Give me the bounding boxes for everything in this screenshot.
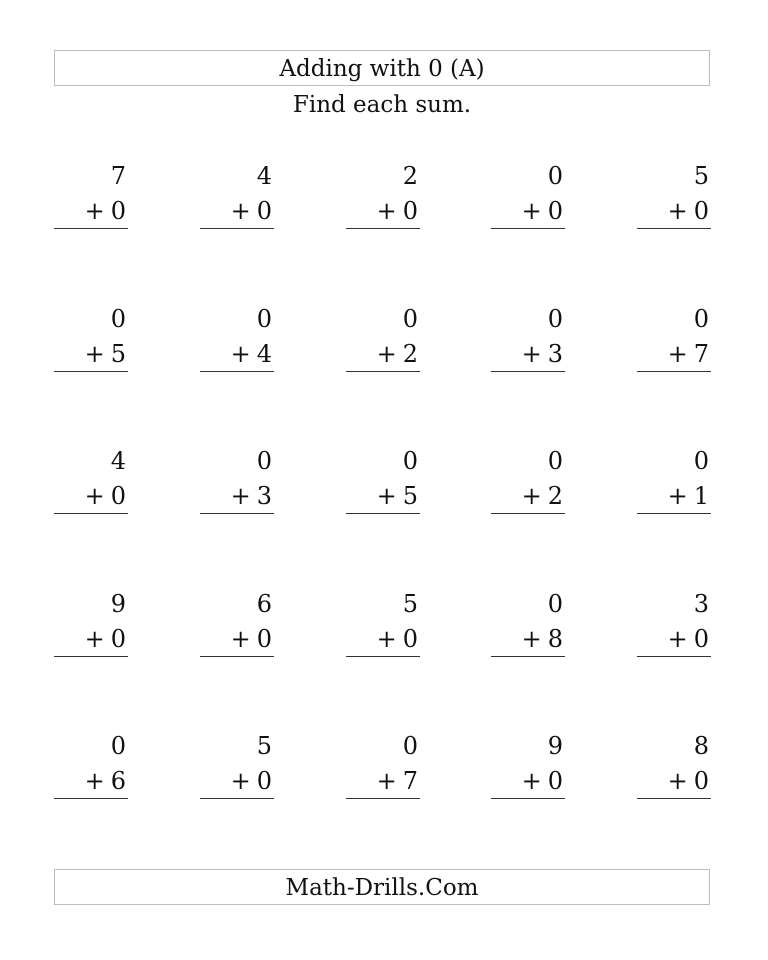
bottom-addend-line [377,482,418,510]
bottom-addend: 0 [110,625,126,653]
plus-sign: + [376,340,397,368]
bottom-addend-line [231,197,272,225]
plus-sign: + [521,482,542,510]
addition-problem [637,447,711,519]
top-addend: 2 [402,162,418,190]
bottom-addend-line [377,340,418,368]
answer-line [637,371,711,372]
bottom-addend: 3 [256,482,272,510]
plus-sign: + [376,197,397,225]
addition-problem [491,162,565,234]
answer-line [346,228,420,229]
addition-problem [200,305,274,377]
top-addend: 0 [547,305,563,333]
bottom-addend-line [377,625,418,653]
addition-problem [54,447,128,519]
plus-sign: + [521,767,542,795]
top-addend: 0 [110,305,126,333]
top-addend: 0 [256,447,272,475]
addition-problem [346,162,420,234]
addition-problem [54,590,128,662]
top-addend: 0 [110,732,126,760]
top-addend: 0 [547,447,563,475]
answer-line [637,228,711,229]
plus-sign: + [230,625,251,653]
plus-sign: + [84,625,105,653]
addition-problem [346,732,420,804]
plus-sign: + [667,340,688,368]
bottom-addend: 0 [110,482,126,510]
addition-problem [200,732,274,804]
top-addend: 4 [256,162,272,190]
answer-line [200,798,274,799]
top-addend: 0 [693,447,709,475]
top-addend: 0 [402,447,418,475]
bottom-addend: 4 [256,340,272,368]
answer-line [346,656,420,657]
plus-sign: + [376,767,397,795]
answer-line [200,371,274,372]
answer-line [54,371,128,372]
top-addend: 4 [110,447,126,475]
bottom-addend: 0 [693,625,709,653]
top-addend: 9 [547,732,563,760]
addition-problem [346,447,420,519]
plus-sign: + [84,482,105,510]
bottom-addend-line [668,197,709,225]
addition-problem [346,590,420,662]
worksheet-title: Adding with 0 (A) [54,50,710,86]
answer-line [346,371,420,372]
bottom-addend-line [522,197,563,225]
answer-line [491,656,565,657]
top-addend: 0 [547,162,563,190]
answer-line [200,656,274,657]
answer-line [200,513,274,514]
answer-line [637,656,711,657]
answer-line [491,798,565,799]
plus-sign: + [230,197,251,225]
worksheet-instructions: Find each sum. [292,92,472,118]
top-addend: 5 [693,162,709,190]
plus-sign: + [84,340,105,368]
answer-line [54,798,128,799]
plus-sign: + [84,197,105,225]
bottom-addend: 2 [547,482,563,510]
bottom-addend-line [668,767,709,795]
addition-problem [637,305,711,377]
bottom-addend-line [85,197,126,225]
bottom-addend: 0 [402,625,418,653]
bottom-addend: 7 [402,767,418,795]
bottom-addend-line [231,625,272,653]
answer-line [491,513,565,514]
plus-sign: + [376,625,397,653]
top-addend: 0 [693,305,709,333]
plus-sign: + [230,482,251,510]
bottom-addend-line [668,340,709,368]
addition-problem [200,162,274,234]
answer-line [637,798,711,799]
plus-sign: + [230,340,251,368]
top-addend: 5 [256,732,272,760]
plus-sign: + [230,767,251,795]
bottom-addend-line [377,767,418,795]
bottom-addend-line [85,340,126,368]
answer-line [491,228,565,229]
answer-line [491,371,565,372]
bottom-addend-line [522,767,563,795]
bottom-addend: 0 [693,767,709,795]
bottom-addend-line [522,625,563,653]
plus-sign: + [376,482,397,510]
top-addend: 9 [110,590,126,618]
bottom-addend: 7 [693,340,709,368]
plus-sign: + [521,197,542,225]
addition-problem [54,732,128,804]
bottom-addend-line [231,482,272,510]
bottom-addend: 6 [110,767,126,795]
addition-problem [346,305,420,377]
top-addend: 7 [110,162,126,190]
top-addend: 0 [402,732,418,760]
bottom-addend-line [377,197,418,225]
bottom-addend: 8 [547,625,563,653]
answer-line [346,798,420,799]
plus-sign: + [521,625,542,653]
addition-problem [200,590,274,662]
addition-problem [54,305,128,377]
top-addend: 6 [256,590,272,618]
answer-line [54,228,128,229]
addition-problem [54,162,128,234]
bottom-addend-line [668,625,709,653]
answer-line [54,656,128,657]
top-addend: 0 [256,305,272,333]
top-addend: 0 [547,590,563,618]
bottom-addend: 0 [110,197,126,225]
bottom-addend-line [85,625,126,653]
addition-problem [637,162,711,234]
bottom-addend: 5 [110,340,126,368]
bottom-addend: 1 [693,482,709,510]
plus-sign: + [667,482,688,510]
answer-line [54,513,128,514]
bottom-addend-line [668,482,709,510]
bottom-addend: 0 [693,197,709,225]
footer-site-name: Math-Drills.Com [54,869,710,905]
plus-sign: + [667,197,688,225]
answer-line [200,228,274,229]
bottom-addend: 2 [402,340,418,368]
top-addend: 0 [402,305,418,333]
plus-sign: + [667,625,688,653]
plus-sign: + [667,767,688,795]
top-addend: 5 [402,590,418,618]
bottom-addend-line [85,767,126,795]
bottom-addend-line [231,340,272,368]
addition-problem [491,447,565,519]
bottom-addend: 0 [256,767,272,795]
bottom-addend-line [522,482,563,510]
addition-problem [491,590,565,662]
addition-problem [637,732,711,804]
bottom-addend: 0 [256,197,272,225]
bottom-addend: 5 [402,482,418,510]
plus-sign: + [84,767,105,795]
bottom-addend: 3 [547,340,563,368]
answer-line [637,513,711,514]
top-addend: 8 [693,732,709,760]
bottom-addend-line [231,767,272,795]
bottom-addend-line [522,340,563,368]
bottom-addend-line [85,482,126,510]
addition-problem [491,305,565,377]
addition-problem [637,590,711,662]
answer-line [346,513,420,514]
bottom-addend: 0 [547,767,563,795]
bottom-addend: 0 [402,197,418,225]
bottom-addend: 0 [547,197,563,225]
addition-problem [200,447,274,519]
top-addend: 3 [693,590,709,618]
plus-sign: + [521,340,542,368]
bottom-addend: 0 [256,625,272,653]
addition-problem [491,732,565,804]
